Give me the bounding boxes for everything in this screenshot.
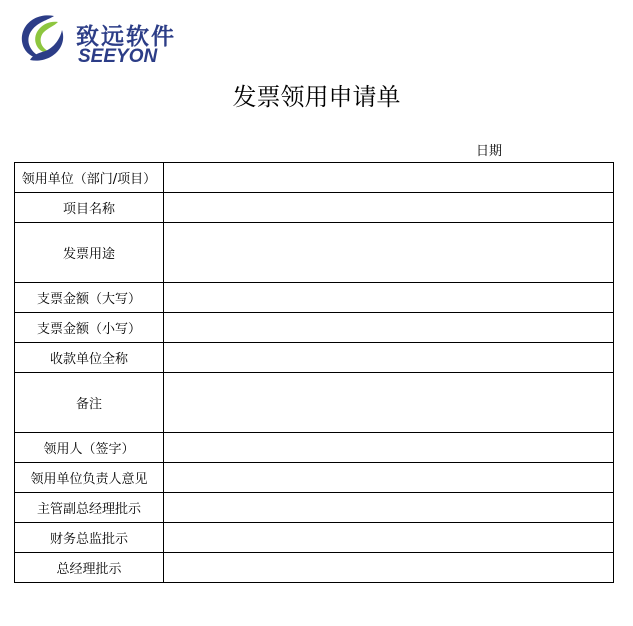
- date-label: 日期: [476, 144, 503, 159]
- field-label-invoice-purpose: 发票用途: [15, 223, 164, 283]
- field-label-recipient-signature: 领用人（签字）: [15, 433, 164, 463]
- field-label-dept-head-opinion: 领用单位负责人意见: [15, 463, 164, 493]
- field-label-amount-numeric: 支票金额（小写）: [15, 313, 164, 343]
- seeyon-logo: [14, 10, 194, 66]
- field-value-department[interactable]: [164, 163, 614, 193]
- field-value-payee-full-name[interactable]: [164, 343, 614, 373]
- form-row: [15, 373, 614, 433]
- form-row: [15, 343, 614, 373]
- field-value-amount-numeric[interactable]: [164, 313, 614, 343]
- field-label-department: 领用单位（部门/项目）: [15, 163, 164, 193]
- form-row: [15, 493, 614, 523]
- field-value-invoice-purpose[interactable]: [164, 223, 614, 283]
- field-value-gm-approval[interactable]: [164, 553, 614, 583]
- field-label-project-name: 项目名称: [15, 193, 164, 223]
- form-row: [15, 193, 614, 223]
- field-label-remarks: 备注: [15, 373, 164, 433]
- requisition-form-table: [14, 162, 614, 583]
- field-label-gm-approval: 总经理批示: [15, 553, 164, 583]
- page-title: 发票领用申请单: [232, 83, 401, 111]
- form-row: [15, 283, 614, 313]
- form-row: [15, 523, 614, 553]
- form-row: [15, 223, 614, 283]
- form-row: [15, 313, 614, 343]
- seeyon-swirl-icon: [14, 10, 72, 66]
- field-value-remarks[interactable]: [164, 373, 614, 433]
- field-value-cfo-approval[interactable]: [164, 523, 614, 553]
- field-value-dept-head-opinion[interactable]: [164, 463, 614, 493]
- form-row: [15, 163, 614, 193]
- form-row: [15, 463, 614, 493]
- brand-name-en: SEEYON: [78, 46, 158, 67]
- field-label-payee-full-name: 收款单位全称: [15, 343, 164, 373]
- field-value-vp-approval[interactable]: [164, 493, 614, 523]
- field-label-amount-uppercase: 支票金额（大写）: [15, 283, 164, 313]
- field-value-amount-uppercase[interactable]: [164, 283, 614, 313]
- brand-name-cn: 致远软件: [76, 24, 176, 50]
- field-value-project-name[interactable]: [164, 193, 614, 223]
- field-label-vp-approval: 主管副总经理批示: [15, 493, 164, 523]
- field-value-recipient-signature[interactable]: [164, 433, 614, 463]
- form-row: [15, 433, 614, 463]
- field-label-cfo-approval: 财务总监批示: [15, 523, 164, 553]
- form-row: [15, 553, 614, 583]
